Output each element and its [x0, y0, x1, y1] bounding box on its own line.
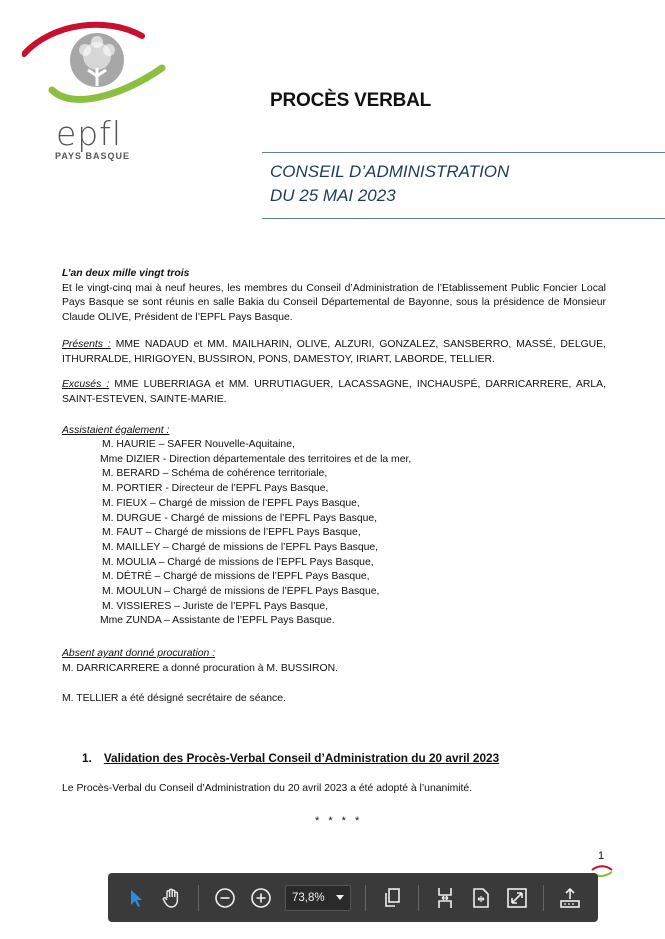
attendees-list [102, 438, 411, 629]
list-item: M. DURGUE - Chargé de missions de l’EPFL Pays Basque, [102, 512, 378, 524]
list-item: M. MAILLEY – Chargé de missions de l’EPFL Pays Basque, [102, 541, 379, 553]
page-number: 1 [598, 850, 605, 862]
copy-button[interactable] [377, 883, 407, 913]
subtitle-line-2: DU 25 MAI 2023 [270, 186, 396, 205]
fit-page-button[interactable] [466, 883, 496, 913]
zoom-in-icon [250, 887, 272, 909]
toolbar-separator [543, 885, 544, 911]
presents-text: MME NADAUD et MM. MAILHARIN, OLIVE, ALZURI, GONZALEZ, SANSBERRO, MASSÉ, DELGUE, ITHURRALDE, HIRIGOYEN, BUSSIRON, PONS, DAMESTOY, IRIART, LABORDE, TELLIER. [62, 339, 606, 365]
assistaient-label [62, 424, 606, 439]
export-button[interactable] [555, 883, 585, 913]
select-arrow-icon [127, 888, 145, 908]
header-rule-bottom [262, 218, 665, 219]
export-icon [558, 887, 582, 909]
intro-heading: L’an deux mille vingt trois [62, 268, 190, 279]
intro-text: Et le vingt-cinq mai à neuf heures, les membres du Conseil d’Administration de l’Etablissement Public Foncier Local Pays Basque se sont réunis en salle Bakia du Conseil Départemental de Bayonne, sous la présidence de Monsieur Claude OLIVE, Président de l’EPFL Pays Basque. [62, 282, 606, 323]
fullscreen-icon [506, 887, 528, 909]
toolbar-separator [418, 885, 419, 911]
zoom-out-icon [214, 887, 236, 909]
excuses-paragraph [62, 378, 606, 407]
zoom-level-select[interactable] [285, 885, 351, 911]
zoom-out-button[interactable] [210, 883, 240, 913]
presents-label: Présents : [62, 339, 111, 350]
select-tool-button[interactable] [121, 883, 151, 913]
document-title: PROCÈS VERBAL [270, 90, 432, 111]
hand-tool-button[interactable] [157, 883, 187, 913]
fit-height-button[interactable] [430, 883, 460, 913]
list-item: M. BERARD – Schéma de cohérence territoriale, [102, 468, 328, 480]
list-item: M. PORTIER - Directeur de l’EPFL Pays Basque, [102, 483, 329, 495]
procuration-text: M. DARRICARRERE a donné procuration à M. BUSSIRON. [62, 662, 339, 674]
logo-subtitle: PAYS BASQUE [55, 151, 131, 161]
pdf-viewer-toolbar [108, 873, 598, 922]
fit-page-icon [471, 887, 491, 909]
logo-wordmark: epfl [56, 114, 123, 153]
procuration-label: Absent ayant donné procuration : [62, 648, 216, 659]
toolbar-separator [198, 885, 199, 911]
zoom-in-button[interactable] [246, 883, 276, 913]
list-item: M. VISSIERES – Juriste de l’EPFL Pays Basque, [102, 600, 328, 612]
list-item: M. HAURIE – SAFER Nouvelle-Aquitaine, [102, 439, 295, 450]
copy-icon [382, 887, 402, 909]
subtitle-line-1: CONSEIL D’ADMINISTRATION [270, 162, 510, 181]
list-item: M. MOULIA – Chargé de missions de l’EPFL Pays Basque, [102, 556, 374, 568]
list-item: Mme ZUNDA – Assistante de l’EPFL Pays Basque. [100, 615, 335, 627]
fit-height-icon [434, 886, 456, 910]
chevron-down-icon [336, 895, 344, 900]
section-text: Le Procès-Verbal du Conseil d’Administration du 20 avril 2023 a été adopté à l’unanimité. [62, 783, 473, 794]
procuration-paragraph [62, 647, 606, 676]
separator-stars: * * * * [315, 815, 363, 827]
intro-paragraph [62, 267, 606, 325]
assistaient-label-text: Assistaient également : [62, 425, 170, 436]
toolbar-separator [365, 885, 366, 911]
zoom-level-value: 73,8% [292, 891, 325, 904]
list-item: Mme DIZIER - Direction départementale des territoires et de la mer, [100, 453, 412, 465]
header-rule-top [262, 152, 665, 153]
list-item: M. FIEUX – Chargé de mission de l’EPFL Pays Basque, [102, 497, 360, 509]
list-item: M. FAUT – Chargé de missions de l’EPFL Pays Basque, [102, 527, 361, 539]
section-heading [82, 751, 499, 765]
fullscreen-button[interactable] [502, 883, 532, 913]
presents-paragraph [62, 338, 606, 367]
secretaire-text: M. TELLIER a été désigné secrétaire de séance. [62, 693, 286, 704]
excuses-label: Excusés : [62, 379, 110, 390]
section-title: Validation des Procès-Verbal Conseil d’Administration du 20 avril 2023 [103, 751, 500, 765]
excuses-text: MME LUBERRIAGA et MM. URRUTIAGUER, LACASSAGNE, INCHAUSPÉ, DARRICARRERE, ARLA, SAINT-ESTEVEN, SAINTE-MARIE. [62, 379, 606, 405]
hand-icon [161, 887, 183, 909]
list-item: M. DÉTRÉ – Chargé de missions de l’EPFL Pays Basque, [102, 571, 370, 583]
section-number: 1. [82, 751, 92, 765]
list-item: M. MOULUN – Chargé de missions de l’EPFL Pays Basque, [102, 586, 380, 598]
